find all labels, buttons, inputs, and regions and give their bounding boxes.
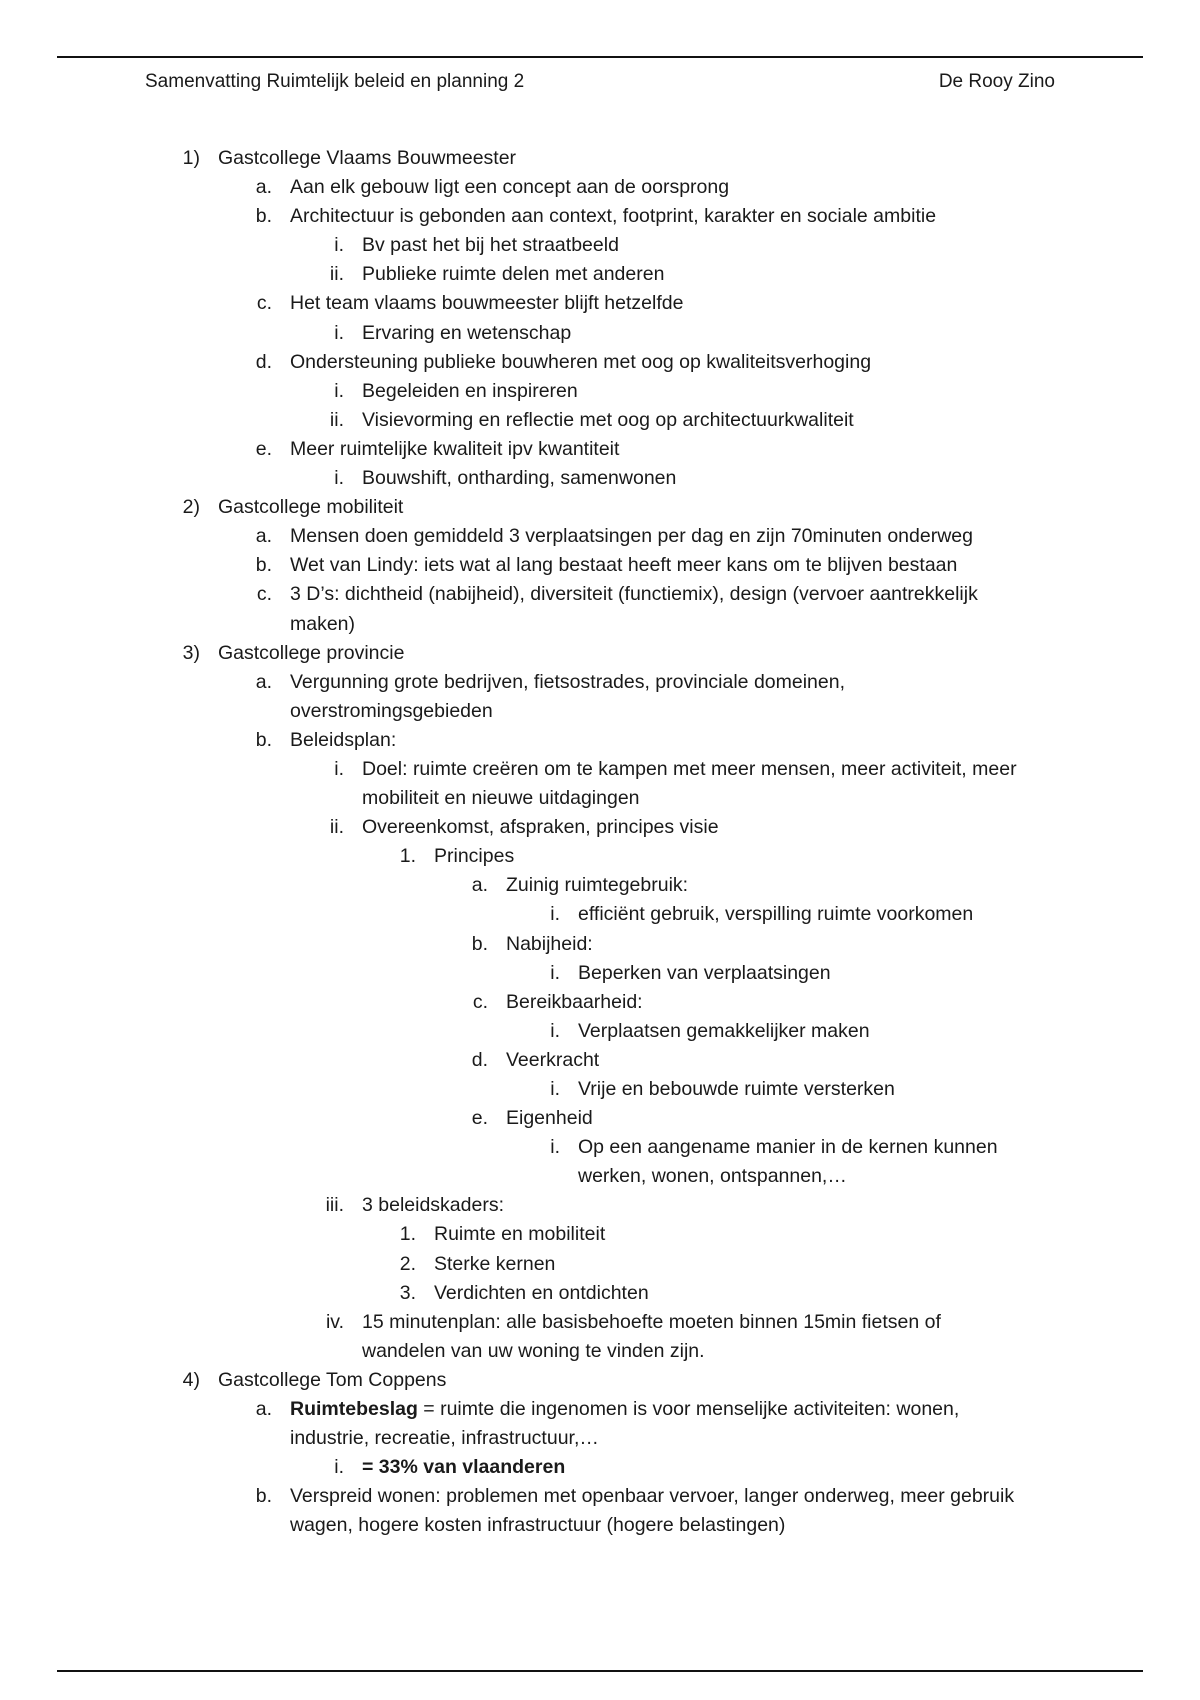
list-marker: 4)	[182, 1368, 200, 1391]
outline-line	[0, 1337, 1200, 1366]
bold-term: Ruimtebeslag	[290, 1398, 418, 1421]
outline-line	[0, 959, 1200, 988]
outline-line	[0, 1308, 1200, 1337]
item-text: Zuinig ruimtegebruik:	[506, 874, 689, 897]
list-marker: 3)	[182, 641, 200, 664]
list-item-text	[362, 784, 640, 813]
item-text: 3 D’s: dichtheid (nabijheid), diversiteit (functiemix), design (vervoer aantrekkelijk	[290, 583, 978, 606]
outline-line	[0, 464, 1200, 493]
item-text: Mensen doen gemiddeld 3 verplaatsingen per dag en zijn 70minuten onderweg	[290, 525, 973, 548]
outline-line	[0, 406, 1200, 435]
list-item-text	[578, 1162, 847, 1191]
list-marker: c.	[256, 292, 272, 315]
list-marker: a.	[255, 176, 272, 199]
outline-line	[0, 289, 1200, 318]
item-text: Aan elk gebouw ligt een concept aan de oorsprong	[290, 176, 730, 199]
list-marker: e.	[255, 437, 272, 460]
outline-line	[0, 202, 1200, 231]
list-marker: i.	[334, 321, 344, 344]
list-item-text	[290, 551, 957, 580]
list-marker: i.	[334, 757, 344, 780]
item-text: Doel: ruimte creëren om te kampen met meer mensen, meer activiteit, meer	[362, 757, 1017, 780]
list-marker: ii.	[329, 816, 344, 839]
outline-line	[0, 755, 1200, 784]
list-item-text	[290, 1511, 785, 1540]
item-text: Gastcollege Vlaams Bouwmeester	[218, 147, 517, 169]
item-text: Verspreid wonen: problemen met openbaar vervoer, langer onderweg, meer gebruik	[290, 1485, 1015, 1508]
item-text: Verdichten en ontdichten	[434, 1281, 649, 1304]
item-text: Ruimte en mobiliteit	[434, 1223, 606, 1246]
list-marker: e.	[471, 1107, 488, 1130]
item-text: Ondersteuning publieke bouwheren met oog op kwaliteitsverhoging	[290, 350, 872, 373]
list-marker: 1.	[399, 1223, 416, 1246]
item-text: Bereikbaarheid:	[506, 990, 643, 1013]
outline-line	[0, 726, 1200, 755]
item-text: mobiliteit en nieuwe uitdagingen	[362, 787, 640, 810]
list-item-text	[362, 319, 571, 348]
outline-line	[0, 493, 1200, 522]
item-text: Gastcollege provincie	[218, 641, 405, 664]
list-marker: d.	[255, 350, 272, 373]
outline-line	[0, 522, 1200, 551]
item-text: Het team vlaams bouwmeester blijft hetzelfde	[290, 292, 684, 315]
list-item-text	[434, 1279, 649, 1308]
outline-line	[0, 1250, 1200, 1279]
list-item-text	[506, 930, 593, 959]
list-marker: 2)	[182, 496, 200, 519]
list-marker: i.	[334, 379, 344, 402]
list-item-text	[506, 1046, 599, 1075]
list-item-text	[290, 289, 683, 318]
outline-line	[0, 231, 1200, 260]
list-marker: b.	[255, 205, 272, 228]
outline-line	[0, 842, 1200, 871]
list-item-text	[218, 639, 404, 668]
list-item-text	[290, 697, 493, 726]
outline-line	[0, 639, 1200, 668]
list-marker: b.	[255, 1485, 272, 1508]
item-text: Wet van Lindy: iets wat al lang bestaat heeft meer kans om te blijven bestaan	[290, 554, 958, 577]
outline-line	[0, 260, 1200, 289]
list-item-text	[290, 580, 978, 609]
document-title: Samenvatting Ruimtelijk beleid en planning 2	[145, 71, 525, 92]
item-text: wagen, hogere kosten infrastructuur (hogere belastingen)	[290, 1514, 786, 1537]
list-item-text	[290, 668, 845, 697]
list-item-text	[290, 173, 729, 202]
item-text: efficiënt gebruik, verspilling ruimte voorkomen	[578, 903, 974, 926]
outline-line	[0, 580, 1200, 609]
outline-line	[0, 1453, 1200, 1482]
item-text: = ruimte die ingenomen is voor menselijke activiteiten: wonen,	[417, 1398, 960, 1421]
outline-line	[0, 173, 1200, 202]
list-marker: i.	[550, 903, 560, 926]
list-item-text	[362, 755, 1017, 784]
list-item-text	[290, 610, 355, 639]
outline-body	[0, 144, 1200, 1541]
item-text: 15 minutenplan: alle basisbehoefte moeten binnen 15min fietsen of	[362, 1310, 941, 1333]
item-text: Bv past het bij het straatbeeld	[362, 234, 619, 257]
list-item-text	[218, 144, 516, 173]
list-marker: ii.	[329, 408, 344, 431]
outline-line	[0, 551, 1200, 580]
item-text: Meer ruimtelijke kwaliteit ipv kwantiteit	[290, 437, 620, 460]
list-item-text	[362, 1308, 941, 1337]
outline-line	[0, 144, 1200, 173]
list-marker: i.	[550, 1078, 560, 1100]
outline-line	[0, 988, 1200, 1017]
item-text: Ervaring en wetenschap	[362, 321, 572, 344]
list-marker: a.	[255, 670, 272, 693]
list-item-text	[578, 1017, 870, 1046]
item-text: Vergunning grote bedrijven, fietsostrades, provinciale domeinen,	[290, 670, 846, 693]
item-text: Bouwshift, ontharding, samenwonen	[362, 467, 677, 490]
list-marker: i.	[334, 1456, 344, 1479]
outline-line	[0, 1220, 1200, 1249]
list-marker: 2.	[399, 1252, 416, 1275]
list-marker: c.	[472, 990, 488, 1013]
list-marker: a.	[255, 1398, 272, 1421]
item-text: Publieke ruimte delen met anderen	[362, 263, 665, 286]
item-text: Beperken van verplaatsingen	[578, 961, 831, 984]
footer-rule	[57, 1670, 1143, 1672]
item-text: maken)	[290, 612, 356, 635]
outline-line	[0, 1017, 1200, 1046]
outline-line	[0, 1279, 1200, 1308]
outline-line	[0, 784, 1200, 813]
list-marker: ii.	[329, 263, 344, 286]
list-item-text	[290, 1395, 959, 1424]
item-text: Veerkracht	[506, 1048, 600, 1071]
item-text: Architectuur is gebonden aan context, footprint, karakter en sociale ambitie	[290, 205, 937, 228]
list-item-text	[578, 1075, 895, 1104]
outline-line	[0, 1191, 1200, 1220]
outline-line	[0, 610, 1200, 639]
list-marker: c.	[256, 583, 272, 606]
bold-term: = 33% van vlaanderen	[362, 1456, 566, 1479]
outline-line	[0, 930, 1200, 959]
outline-line	[0, 1395, 1200, 1424]
list-item-text	[362, 1191, 504, 1220]
list-item-text	[434, 842, 514, 871]
outline-line	[0, 871, 1200, 900]
list-marker: iii.	[325, 1194, 344, 1217]
item-text: Vrije en bebouwde ruimte versterken	[578, 1078, 895, 1100]
item-text: overstromingsgebieden	[290, 699, 493, 722]
item-text: industrie, recreatie, infrastructuur,…	[290, 1427, 599, 1450]
item-text: Nabijheid:	[506, 932, 593, 955]
list-item-text	[362, 377, 578, 406]
item-text: wandelen van uw woning te vinden zijn.	[362, 1339, 705, 1362]
outline-line	[0, 900, 1200, 929]
list-item-text	[290, 1482, 1014, 1511]
list-item-text	[362, 406, 854, 435]
outline-line	[0, 1075, 1200, 1104]
list-item-text	[290, 348, 871, 377]
outline-line	[0, 1482, 1200, 1511]
header-rule	[57, 56, 1143, 58]
outline-line	[0, 1162, 1200, 1191]
list-item-text	[362, 813, 719, 842]
list-item-text	[290, 522, 973, 551]
item-text: Principes	[434, 845, 515, 868]
outline-line	[0, 1366, 1200, 1395]
item-text: Beleidsplan:	[290, 728, 397, 751]
list-item-text	[290, 1424, 599, 1453]
list-item-text	[290, 202, 936, 231]
item-text: Op een aangename manier in de kernen kunnen	[578, 1136, 998, 1159]
item-text: 3 beleidskaders:	[362, 1194, 505, 1217]
list-item-text	[362, 464, 676, 493]
list-marker: i.	[334, 467, 344, 490]
item-text: Gastcollege Tom Coppens	[218, 1368, 447, 1391]
list-marker: 3.	[399, 1281, 416, 1304]
list-item-text	[506, 1104, 593, 1133]
list-item-text	[506, 988, 643, 1017]
outline-line	[0, 697, 1200, 726]
item-text: Verplaatsen gemakkelijker maken	[578, 1019, 870, 1042]
list-item-text	[434, 1220, 605, 1249]
list-marker: i.	[550, 1019, 560, 1042]
item-text: Eigenheid	[506, 1107, 593, 1130]
outline-line	[0, 668, 1200, 697]
list-marker: 1.	[399, 845, 416, 868]
list-item-text	[290, 435, 619, 464]
list-marker: i.	[334, 234, 344, 257]
list-marker: b.	[471, 932, 488, 955]
item-text: Begeleiden en inspireren	[362, 379, 578, 402]
list-marker: i.	[550, 961, 560, 984]
outline-line	[0, 1046, 1200, 1075]
outline-line	[0, 319, 1200, 348]
item-text: Gastcollege mobiliteit	[218, 496, 404, 519]
list-marker: b.	[255, 554, 272, 577]
list-marker: iv.	[325, 1310, 344, 1333]
item-text: Visievorming en reflectie met oog op architectuurkwaliteit	[362, 408, 854, 431]
list-item-text	[290, 726, 396, 755]
list-marker: d.	[471, 1048, 488, 1071]
list-item-text	[362, 1337, 705, 1366]
outline-line	[0, 1104, 1200, 1133]
list-item-text	[506, 871, 688, 900]
outline-line	[0, 1424, 1200, 1453]
list-marker: b.	[255, 728, 272, 751]
list-item-text	[578, 959, 831, 988]
list-marker: i.	[550, 1136, 560, 1159]
list-item-text	[218, 493, 403, 522]
outline-line	[0, 435, 1200, 464]
list-marker: a.	[255, 525, 272, 548]
list-item-text	[362, 260, 664, 289]
list-item-text	[578, 900, 973, 929]
item-text: Sterke kernen	[434, 1252, 556, 1275]
list-item-text	[362, 231, 619, 260]
list-marker: a.	[471, 874, 488, 897]
list-item-text	[218, 1366, 446, 1395]
outline-line	[0, 1511, 1200, 1540]
outline-line	[0, 1133, 1200, 1162]
author-name: De Rooy Zino	[938, 71, 1055, 92]
outline-line	[0, 377, 1200, 406]
item-text: Overeenkomst, afspraken, principes visie	[362, 816, 719, 839]
list-item-text	[362, 1453, 565, 1482]
outline-line	[0, 813, 1200, 842]
item-text: werken, wonen, ontspannen,…	[578, 1165, 847, 1188]
list-item-text	[578, 1133, 998, 1162]
outline-line	[0, 348, 1200, 377]
list-marker: 1)	[182, 147, 200, 169]
list-item-text	[434, 1250, 555, 1279]
